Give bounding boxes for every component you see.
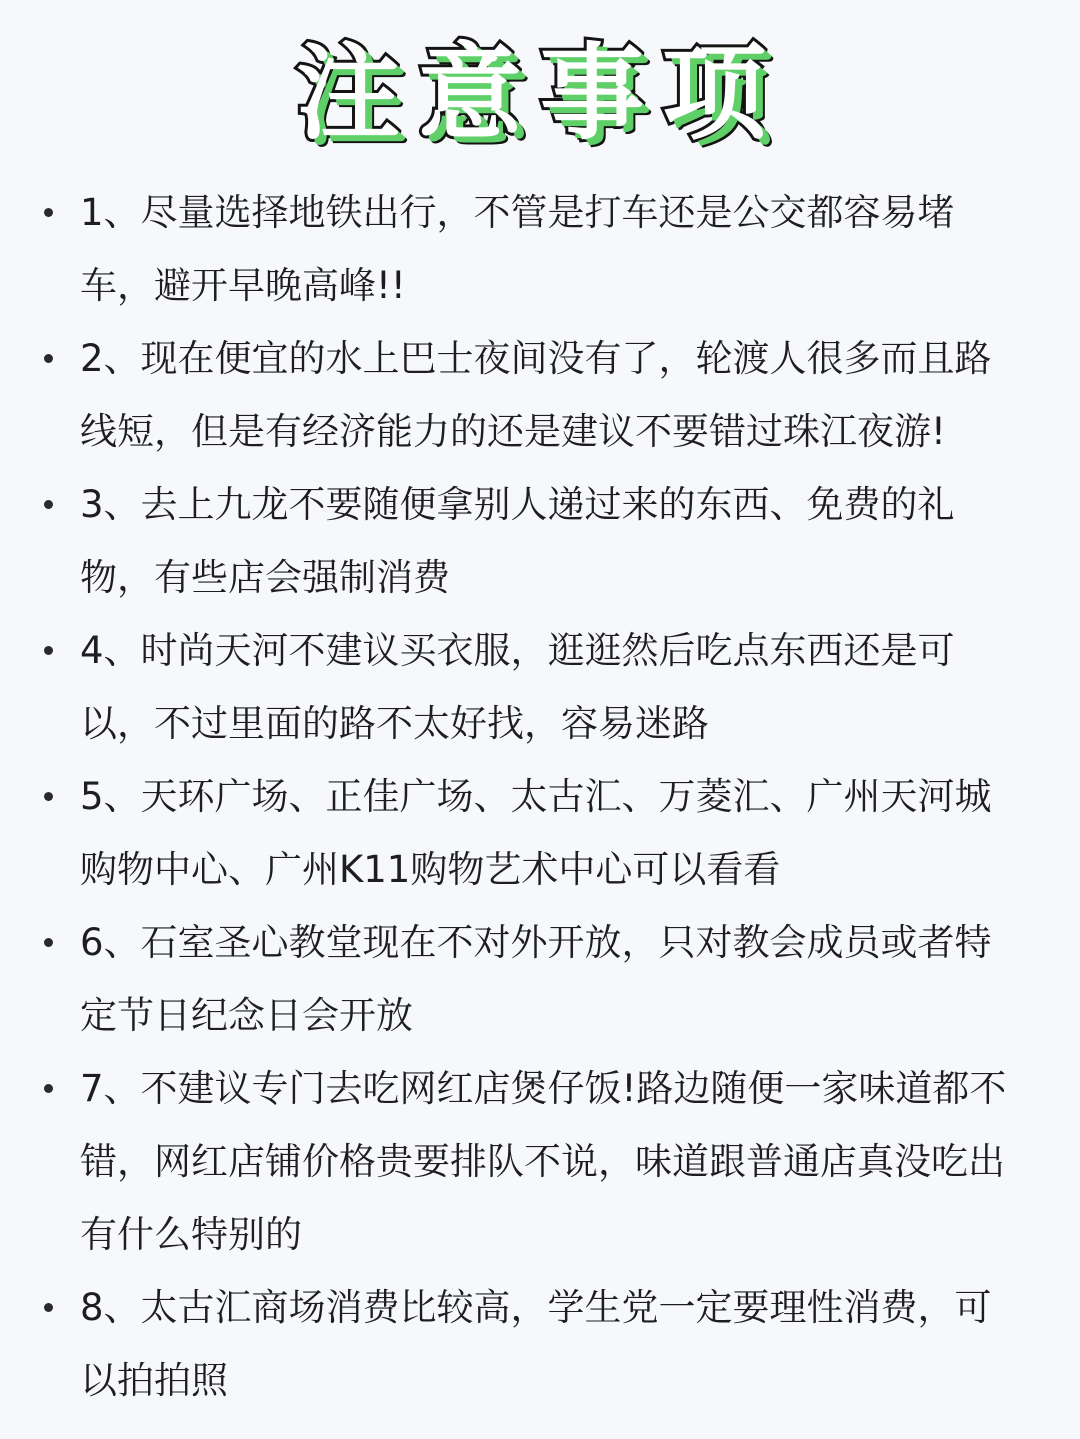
bullet-dot-icon	[44, 208, 53, 217]
list-item-text: 1、尽量选择地铁出行，不管是打车还是公交都容易堵车，避开早晚高峰!!	[80, 191, 955, 307]
list-item-text: 6、石室圣心教堂现在不对外开放，只对教会成员或者特定节日纪念日会开放	[80, 921, 992, 1037]
list-item	[0, 1271, 1025, 1417]
bullet-dot-icon	[44, 1084, 53, 1093]
list-item-text: 7、不建议专门去吃网红店煲仔饭!路边随便一家味道都不错，网红店铺价格贵要排队不说，味道跟普通店真没吃出有什么特别的	[80, 1067, 1007, 1256]
list-item	[0, 176, 1025, 322]
bullet-dot-icon	[44, 500, 53, 509]
bullet-dot-icon	[44, 938, 53, 947]
list-item-text: 3、去上九龙不要随便拿别人递过来的东西、免费的礼物，有些店会强制消费	[80, 483, 955, 599]
list-item	[0, 614, 1025, 760]
bullet-dot-icon	[44, 354, 53, 363]
list-item	[0, 760, 1025, 906]
list-item	[0, 906, 1025, 1052]
list-item	[0, 322, 1025, 468]
notes-list	[0, 176, 1080, 1417]
list-item-text: 2、现在便宜的水上巴士夜间没有了，轮渡人很多而且路线短，但是有经济能力的还是建议不要错过珠江夜游!	[80, 337, 992, 453]
list-item-text: 5、天环广场、正佳广场、太古汇、万菱汇、广州天河城购物中心、广州K11购物艺术中心可以看看	[80, 775, 992, 891]
list-item	[0, 1052, 1025, 1271]
bullet-dot-icon	[44, 792, 53, 801]
bullet-dot-icon	[44, 646, 53, 655]
list-item-text: 8、太古汇商场消费比较高，学生党一定要理性消费，可以拍拍照	[80, 1286, 992, 1402]
bullet-dot-icon	[44, 1303, 53, 1312]
list-item-text: 4、时尚天河不建议买衣服，逛逛然后吃点东西还是可以，不过里面的路不太好找，容易迷路	[80, 629, 955, 745]
page-title: 注意事项	[295, 32, 784, 154]
list-item	[0, 468, 1025, 614]
